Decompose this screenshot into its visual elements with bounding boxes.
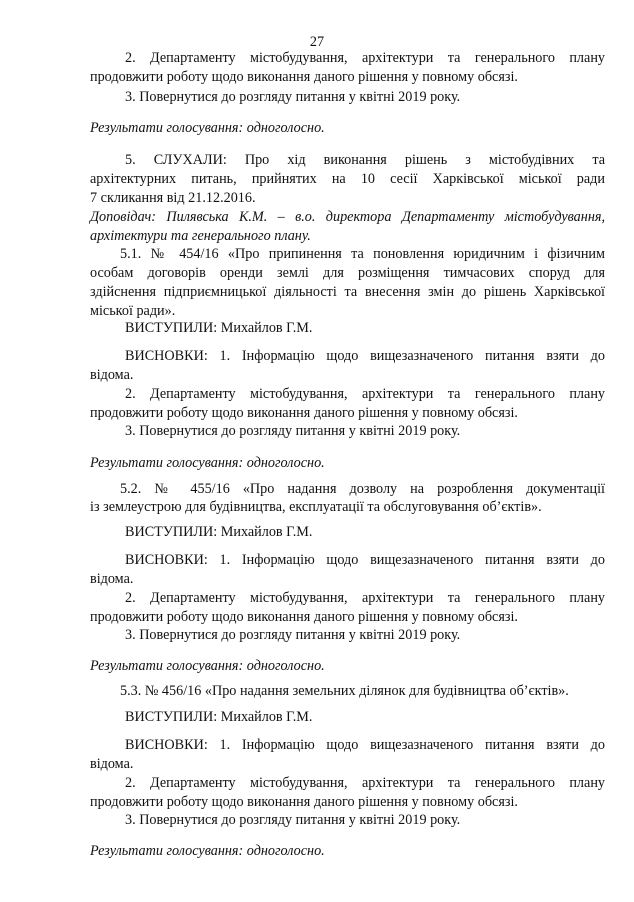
item-5-1-title-line1: 5.1. № 454/16 «Про припинення та поновлення юридичним і фізичним [120,246,605,262]
item-5-3-spoke: ВИСТУПИЛИ: Михайлов Г.М. [125,709,313,725]
item-5-1-title-line2: особам договорів оренди землі для розміщення тимчасових споруд для [90,265,605,281]
item-5-3-conclusion2-line1: 2. Департаменту містобудування, архітектури та генерального плану [125,775,605,791]
item-5-1-title-line4: міської ради». [90,303,176,319]
item-5-2-conclusion-line2: відома. [90,571,134,587]
heard-line1: 5. СЛУХАЛИ: Про хід виконання рішень з містобудівних та [125,152,605,168]
item-5-3-conclusion3: 3. Повернутися до розгляду питання у квітні 2019 року. [125,812,461,828]
item-5-1-conclusion-line2: відома. [90,367,134,383]
item-5-1-vote-result: Результати голосування: одноголосно. [90,455,325,471]
item-5-1-conclusion2-line2: продовжити роботу щодо виконання даного рішення у повному обсязі. [90,405,518,421]
item-5-3-conclusion-line1: ВИСНОВКИ: 1. Інформацію щодо вищезазначеного питання взяти до [125,737,605,753]
top-item2-line2: продовжити роботу щодо виконання даного рішення у повному обсязі. [90,69,518,85]
item-5-2-title-line1: 5.2. № 455/16 «Про надання дозволу на розроблення документації [120,481,605,497]
item-5-3-conclusion2-line2: продовжити роботу щодо виконання даного рішення у повному обсязі. [90,794,518,810]
item-5-2-title-line2: із землеустрою для будівництва, експлуатації та обслуговування об’єктів». [90,499,542,515]
top-vote-result: Результати голосування: одноголосно. [90,120,325,136]
item-5-1-title-line3: здійснення підприємницької діяльності та внесення змін до рішень Харківської [90,284,605,300]
item-5-3-title: 5.3. № 456/16 «Про надання земельних ділянок для будівництва об’єктів». [120,683,569,699]
page-number: 27 [309,34,325,50]
item-5-1-spoke: ВИСТУПИЛИ: Михайлов Г.М. [125,320,313,336]
item-5-1-conclusion3: 3. Повернутися до розгляду питання у квітні 2019 року. [125,423,461,439]
item-5-2-conclusion2-line1: 2. Департаменту містобудування, архітектури та генерального плану [125,590,605,606]
item-5-3-conclusion-line2: відома. [90,756,134,772]
item-5-3-vote-result: Результати голосування: одноголосно. [90,843,325,859]
item-5-1-conclusion2-line1: 2. Департаменту містобудування, архітектури та генерального плану [125,386,605,402]
item-5-1-conclusion-line1: ВИСНОВКИ: 1. Інформацію щодо вищезазначеного питання взяти до [125,348,605,364]
heard-line2: архітектурних питань, прийнятих на 10 сесії Харківської міської ради [90,171,605,187]
item-5-2-vote-result: Результати голосування: одноголосно. [90,658,325,674]
item-5-2-conclusion-line1: ВИСНОВКИ: 1. Інформацію щодо вищезазначеного питання взяти до [125,552,605,568]
item-5-2-conclusion3: 3. Повернутися до розгляду питання у квітні 2019 року. [125,627,461,643]
item-5-2-spoke: ВИСТУПИЛИ: Михайлов Г.М. [125,524,313,540]
speaker-line2: архітектури та генерального плану. [90,228,311,244]
heard-line3: 7 скликання від 21.12.2016. [90,190,256,206]
top-item3: 3. Повернутися до розгляду питання у квітні 2019 року. [125,89,461,105]
top-item2-line1: 2. Департаменту містобудування, архітектури та генерального плану [125,50,605,66]
speaker-line1: Доповідач: Пилявська К.М. – в.о. директора Департаменту містобудування, [90,209,605,225]
item-5-2-conclusion2-line2: продовжити роботу щодо виконання даного рішення у повному обсязі. [90,609,518,625]
